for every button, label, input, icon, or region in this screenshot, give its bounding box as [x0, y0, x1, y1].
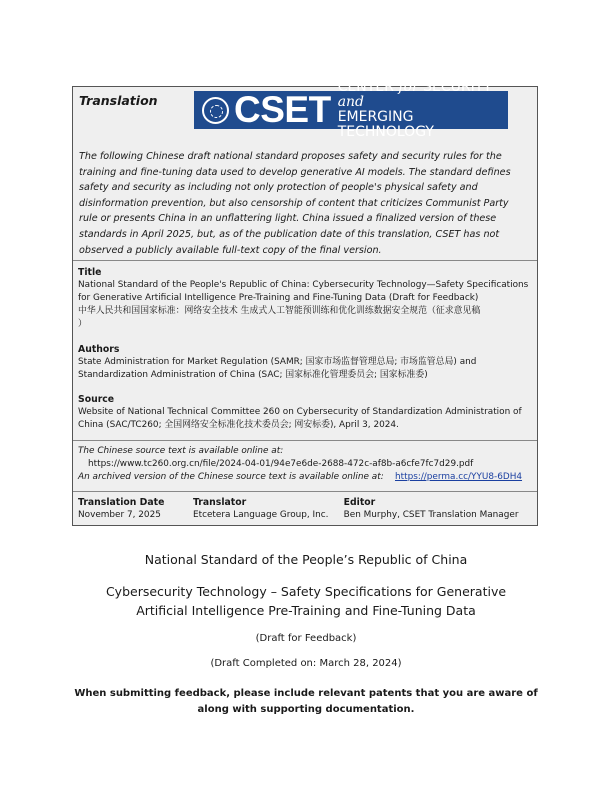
translator-value: Etcetera Language Group, Inc. — [192, 510, 329, 520]
editor-label: Editor — [343, 497, 376, 508]
source-label: Source — [78, 394, 115, 405]
translation-date-value: November 7, 2025 — [78, 510, 161, 520]
intro-paragraph: The following Chinese draft national standard proposes safety and security rules for the training and fine-tuning data used to develop generative AI models. The standard defines safety and security as including not only protection of people's physical safety and disinformation prevention, but also censorship of content that criticizes Communist Party rule or presents China in an unflattering light. China issued a finalized version of these standards in April 2025, but, as of the publication date of this translation, CSET has not observed a publicly available full-text copy of the final version. — [79, 151, 511, 256]
document-title-line1: Cybersecurity Technology – Safety Specifications for Generative — [105, 584, 507, 599]
source-line2: China (SAC/TC260; 全国网络安全标准化技术委员会; 网安标委), April 3, 2024. — [78, 420, 399, 430]
source-online-text: The Chinese source text is available online at: — [78, 446, 284, 456]
translation-label: Translation — [79, 93, 158, 108]
links-section — [73, 440, 537, 490]
cset-tagline: CENTER for SECURITY and EMERGING TECHNOLOGY — [337, 79, 492, 140]
title-english-line2: for Generative Artificial Intelligence Pre-Training and Fine-Tuning Data (Draft for Feedback) — [78, 293, 479, 303]
document-heading: National Standard of the People’s Republic of China — [144, 552, 468, 567]
feedback-notice — [0, 686, 612, 718]
cset-wordmark: CSET — [234, 89, 331, 130]
draft-label: (Draft for Feedback) — [255, 633, 357, 644]
editor-value: Ben Murphy, CSET Translation Manager — [343, 510, 519, 520]
draft-completed-date: (Draft Completed on: March 28, 2024) — [210, 658, 402, 669]
cset-logo — [194, 79, 508, 140]
source-line1: Website of National Technical Committee 260 on Cybersecurity of Standardization Administration of — [78, 407, 522, 417]
translation-info-box — [72, 79, 538, 526]
document-title — [0, 582, 612, 620]
authors-line1: State Administration for Market Regulation (SAMR; 国家市场监督管理总局; 市场监管总局) and — [78, 357, 477, 367]
credits-section — [73, 491, 537, 525]
document-title-line2: Artificial Intelligence Pre-Training and Fine-Tuning Data — [136, 603, 476, 618]
title-label: Title — [78, 267, 102, 278]
feedback-notice-line1: When submitting feedback, please include relevant patents that you are aware of — [74, 688, 538, 699]
archived-text: An archived version of the Chinese source text is available online at: — [78, 472, 384, 482]
archived-link[interactable]: https://perma.cc/YYU8-6DH4 — [394, 472, 523, 482]
authors-label: Authors — [78, 344, 120, 355]
source-section — [73, 391, 537, 441]
authors-section — [73, 340, 537, 390]
source-url[interactable]: https://www.tc260.org.cn/file/2024-04-01/94e7e6de-2688-472c-af8b-a6cfe7fc7d29.pdf — [88, 459, 474, 469]
title-chinese-line1: 中华人民共和国国家标准：网络安全技术 生成式人工智能预训练和优化训练数据安全规范（征求意见稿 — [78, 306, 481, 316]
translation-date-label: Translation Date — [78, 497, 165, 508]
translator-label: Translator — [192, 497, 247, 508]
cset-seal-icon — [202, 97, 229, 124]
title-chinese-line2: ） — [78, 319, 87, 329]
feedback-notice-line2: along with supporting documentation. — [197, 704, 415, 715]
authors-line2: Standardization Administration of China (SAC; 国家标准化管理委员会; 国家标准委) — [78, 370, 428, 380]
title-section — [73, 260, 537, 346]
title-english-line1: National Standard of the People's Republic of China: Cybersecurity Technology—Safety Specifications — [78, 280, 529, 290]
